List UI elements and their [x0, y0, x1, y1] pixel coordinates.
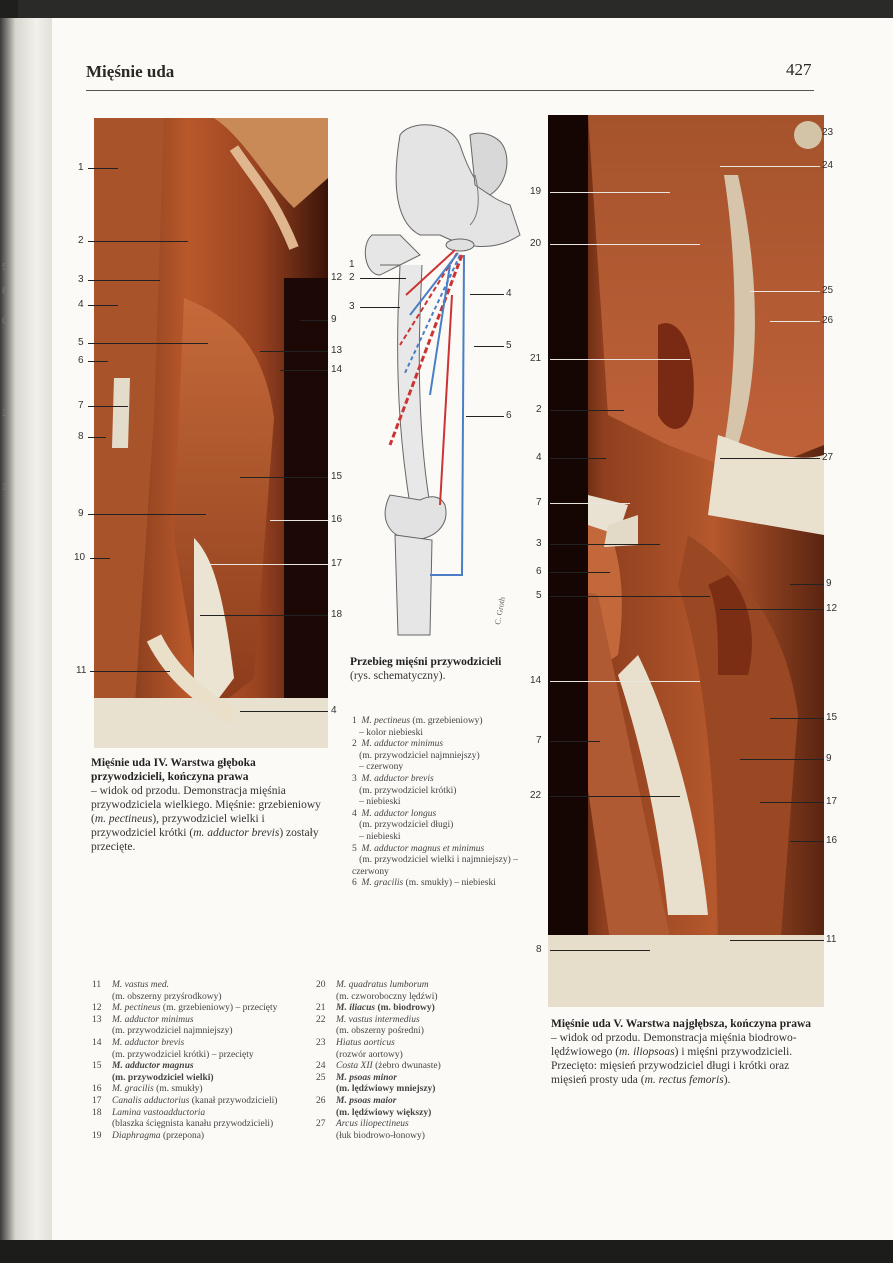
photo-label: 2: [536, 404, 542, 415]
leader-line: [470, 294, 504, 295]
leader-line: [88, 305, 118, 306]
photo-label: 6: [78, 355, 84, 366]
artist-signature: C. Groth: [493, 596, 507, 626]
leader-line: [750, 291, 820, 292]
leader-line: [88, 514, 206, 515]
leader-line: [760, 802, 824, 803]
leader-line: [550, 359, 690, 360]
photo-label: 7: [536, 735, 542, 746]
caption-latin: m. rectus femoris: [644, 1074, 724, 1086]
leader-line: [550, 950, 650, 951]
leader-line: [550, 796, 680, 797]
caption-latin: m. pectineus: [94, 813, 153, 825]
legend-item: 13 M. adductor minimus (m. przywodziciel najmniejszy): [92, 1014, 233, 1037]
photo-label: 22: [530, 790, 542, 801]
photo-label: 19: [530, 186, 542, 197]
legend-item: 17 Canalis adductorius (kanał przywodzicieli): [92, 1095, 278, 1106]
photo-label: 16: [826, 835, 838, 846]
schematic-caption-sub: (rys. schematyczny).: [350, 670, 446, 682]
photo-label: 3: [78, 274, 84, 285]
leader-line: [790, 841, 824, 842]
leader-line: [770, 321, 820, 322]
legend-item: 27 Arcus iliopectineus (łuk biodrowo-łonowy): [316, 1119, 425, 1141]
photo-label: 4: [536, 452, 542, 463]
leader-line: [740, 759, 824, 760]
photo-label: 11: [826, 934, 837, 945]
caption-text: – widok od przodu. Demonstracja mięśnia przywodziciela wielkiego. Mięśnie: grzebieniowy (: [91, 785, 321, 825]
caption-title: Mięśnie uda IV. Warstwa głęboka przywodzicieli, kończyna prawa: [91, 757, 256, 783]
leader-line: [280, 370, 328, 371]
legend-item: 25 M. psoas minor (m. lędźwiowy mniejszy): [316, 1072, 436, 1095]
photo-label: 12: [826, 603, 838, 614]
photo-label: 12: [331, 272, 343, 283]
photo-label: 7: [78, 400, 84, 411]
caption-text: ) zostały przecięte.: [91, 827, 319, 853]
scan-bottom-edge: [0, 1240, 893, 1263]
leader-line: [88, 168, 118, 169]
leader-line: [720, 458, 820, 459]
margin-mark: 0: [2, 316, 8, 327]
leader-line: [720, 609, 824, 610]
legend-column-1: [92, 980, 324, 1142]
legend-entry: 5 M. adductor magnus et minimus (m. przywodziciel wielki i najmniejszy) – czerwony: [352, 843, 518, 877]
photo-label: 27: [822, 452, 834, 463]
legend-item: 22 M. vastus intermedius (m. obszerny pośredni): [316, 1014, 424, 1037]
photo-label: 15: [331, 471, 343, 482]
photo-label: 8: [536, 944, 542, 955]
caption-title: Mięśnie uda V. Warstwa najgłębsza, kończyna prawa: [551, 1018, 812, 1030]
caption-text: ).: [723, 1074, 731, 1086]
photo-label: 10: [74, 552, 86, 563]
legend-item: 26 M. psoas maior (m. lędźwiowy większy): [316, 1095, 432, 1118]
header-rule: [86, 90, 814, 91]
leader-line: [88, 361, 108, 362]
caption-latin: m. iliopsoas: [619, 1046, 675, 1058]
legend-item: 15 M. adductor magnus (m. przywodziciel wielki): [92, 1061, 214, 1083]
leader-line: [88, 280, 160, 281]
leader-line: [88, 406, 128, 407]
schematic-caption-title: Przebieg mięśni przywodzicieli: [350, 656, 502, 668]
leader-line: [550, 244, 700, 245]
leader-line: [260, 351, 328, 352]
leader-line: [550, 503, 630, 504]
legend-entry: 6 M. gracilis (m. smukły) – niebieski: [352, 878, 496, 889]
photo-label: 9: [78, 508, 84, 519]
leader-line: [550, 572, 610, 573]
photo-label: 15: [826, 712, 838, 723]
legend-item: 12 M. pectineus (m. grzebieniowy) – przecięty: [92, 1003, 278, 1014]
photo-label: 14: [530, 675, 542, 686]
photo-label: 4: [331, 705, 337, 716]
legend-item: 21 M. iliacus (m. biodrowy): [316, 1003, 435, 1014]
leader-line: [550, 681, 700, 682]
leader-line: [240, 477, 328, 478]
legend-column-2: [316, 980, 536, 1142]
photo-label: 17: [826, 796, 838, 807]
photo-label: 9: [826, 753, 832, 764]
leader-line: [770, 718, 824, 719]
schematic-label: 5: [506, 340, 512, 351]
leader-line: [790, 584, 824, 585]
caption-latin: m. adductor brevis: [193, 827, 280, 839]
leader-line: [550, 192, 670, 193]
leader-line: [550, 741, 600, 742]
caption-text: ), przywodziciel wielki i przywodziciel krótki (: [91, 813, 265, 839]
schematic-label: 2: [349, 272, 355, 283]
photo-label: 6: [536, 566, 542, 577]
leader-line: [90, 558, 110, 559]
leader-line: [208, 564, 328, 565]
legend-entry: 2 M. adductor minimus (m. przywodziciel najmniejszy) – czerwony: [352, 739, 480, 773]
legend-entry: 4 M. adductor longus (m. przywodziciel długi) – niebieski: [352, 808, 454, 842]
legend-item: 16 M. gracilis (m. smukły): [92, 1084, 203, 1095]
leader-line: [720, 166, 820, 167]
photo-label: 1: [78, 162, 84, 173]
margin-mark: 1: [2, 482, 8, 493]
page-number: 427: [786, 60, 812, 79]
photo-label: 21: [530, 353, 542, 364]
leader-line: [466, 416, 504, 417]
photo-label: 24: [822, 160, 834, 171]
leader-line: [300, 320, 328, 321]
margin-mark: 5: [2, 262, 8, 273]
photo-label: 26: [822, 315, 834, 326]
leader-line: [90, 671, 170, 672]
leader-line: [200, 615, 328, 616]
photo-label: 9: [826, 578, 832, 589]
legend-item: 20 M. quadratus lumborum (m. czworoboczny lędźwi): [316, 980, 438, 1002]
dissection-photo-adductors-deep: [94, 118, 328, 748]
photo-label: 8: [78, 431, 84, 442]
caption-text: – widok od przodu. Demonstracja mięśnia biodrowo-lędźwiowego (: [551, 1032, 797, 1058]
legend-item: 18 Lamina vastoadductoria (blaszka ścięgnista kanału przywodzicieli): [92, 1107, 274, 1130]
schematic-label: 3: [349, 301, 355, 312]
page-title: Mięśnie uda: [86, 62, 175, 81]
photo-label: 18: [331, 609, 343, 620]
margin-mark: 6: [2, 286, 8, 297]
photo-label: 7: [536, 497, 542, 508]
leader-line: [550, 544, 660, 545]
leader-line: [88, 437, 106, 438]
photo-label: 5: [78, 337, 84, 348]
photo-label: 20: [530, 238, 542, 249]
legend-item: 23 Hiatus aorticus (rozwór aortowy): [316, 1037, 403, 1060]
leader-line: [240, 711, 328, 712]
caption-text: ) i mięśni przywodzicieli. Przecięto: mięsień przywodziciel długi i krótki oraz mięsień prosty uda (: [551, 1046, 793, 1086]
photo-label: 23: [822, 127, 834, 138]
photo-label: 9: [331, 314, 337, 325]
photo-label: 16: [331, 514, 343, 525]
photo-label: 3: [536, 538, 542, 549]
legend-entry: 3 M. adductor brevis (m. przywodziciel krótki) – niebieski: [352, 773, 457, 808]
legend-entry: 1 M. pectineus (m. grzebieniowy) – kolor niebieski: [352, 716, 483, 738]
leader-line: [88, 343, 208, 344]
leader-line: [88, 241, 188, 242]
dissection-photo-iliopsoas: [548, 115, 824, 1007]
margin-mark: 3: [2, 408, 8, 419]
figure-caption-right: [551, 1017, 817, 1087]
schematic-femur-adductors: [340, 115, 530, 645]
photo-label: 17: [331, 558, 343, 569]
schematic-caption: [350, 655, 530, 683]
leader-line: [550, 410, 624, 411]
photo-label: 5: [536, 590, 542, 601]
schematic-legend: [352, 716, 532, 890]
schematic-label: 4: [506, 288, 512, 299]
photo-label: 2: [78, 235, 84, 246]
leader-line: [270, 520, 328, 521]
leader-line: [550, 458, 606, 459]
leader-line: [730, 940, 824, 941]
leader-line: [360, 307, 400, 308]
figure-caption-left: [91, 756, 331, 854]
schematic-label: 6: [506, 410, 512, 421]
legend-item: 14 M. adductor brevis (m. przywodziciel krótki) – przecięty: [92, 1037, 254, 1060]
leader-line: [550, 596, 710, 597]
leader-line: [474, 346, 504, 347]
photo-label: 14: [331, 364, 343, 375]
photo-label: 11: [76, 665, 87, 676]
photo-label: 25: [822, 285, 834, 296]
leader-line: [360, 278, 406, 279]
legend-item: 11 M. vastus med. (m. obszerny przyśrodkowy): [92, 980, 222, 1002]
photo-label: 13: [331, 345, 343, 356]
margin-marks: [2, 0, 52, 1263]
legend-item: 19 Diaphragma (przepona): [92, 1130, 205, 1141]
legend-item: 24 Costa XII (żebro dwunaste): [316, 1061, 441, 1072]
schematic-label: 1: [349, 259, 355, 270]
photo-label: 4: [78, 299, 84, 310]
